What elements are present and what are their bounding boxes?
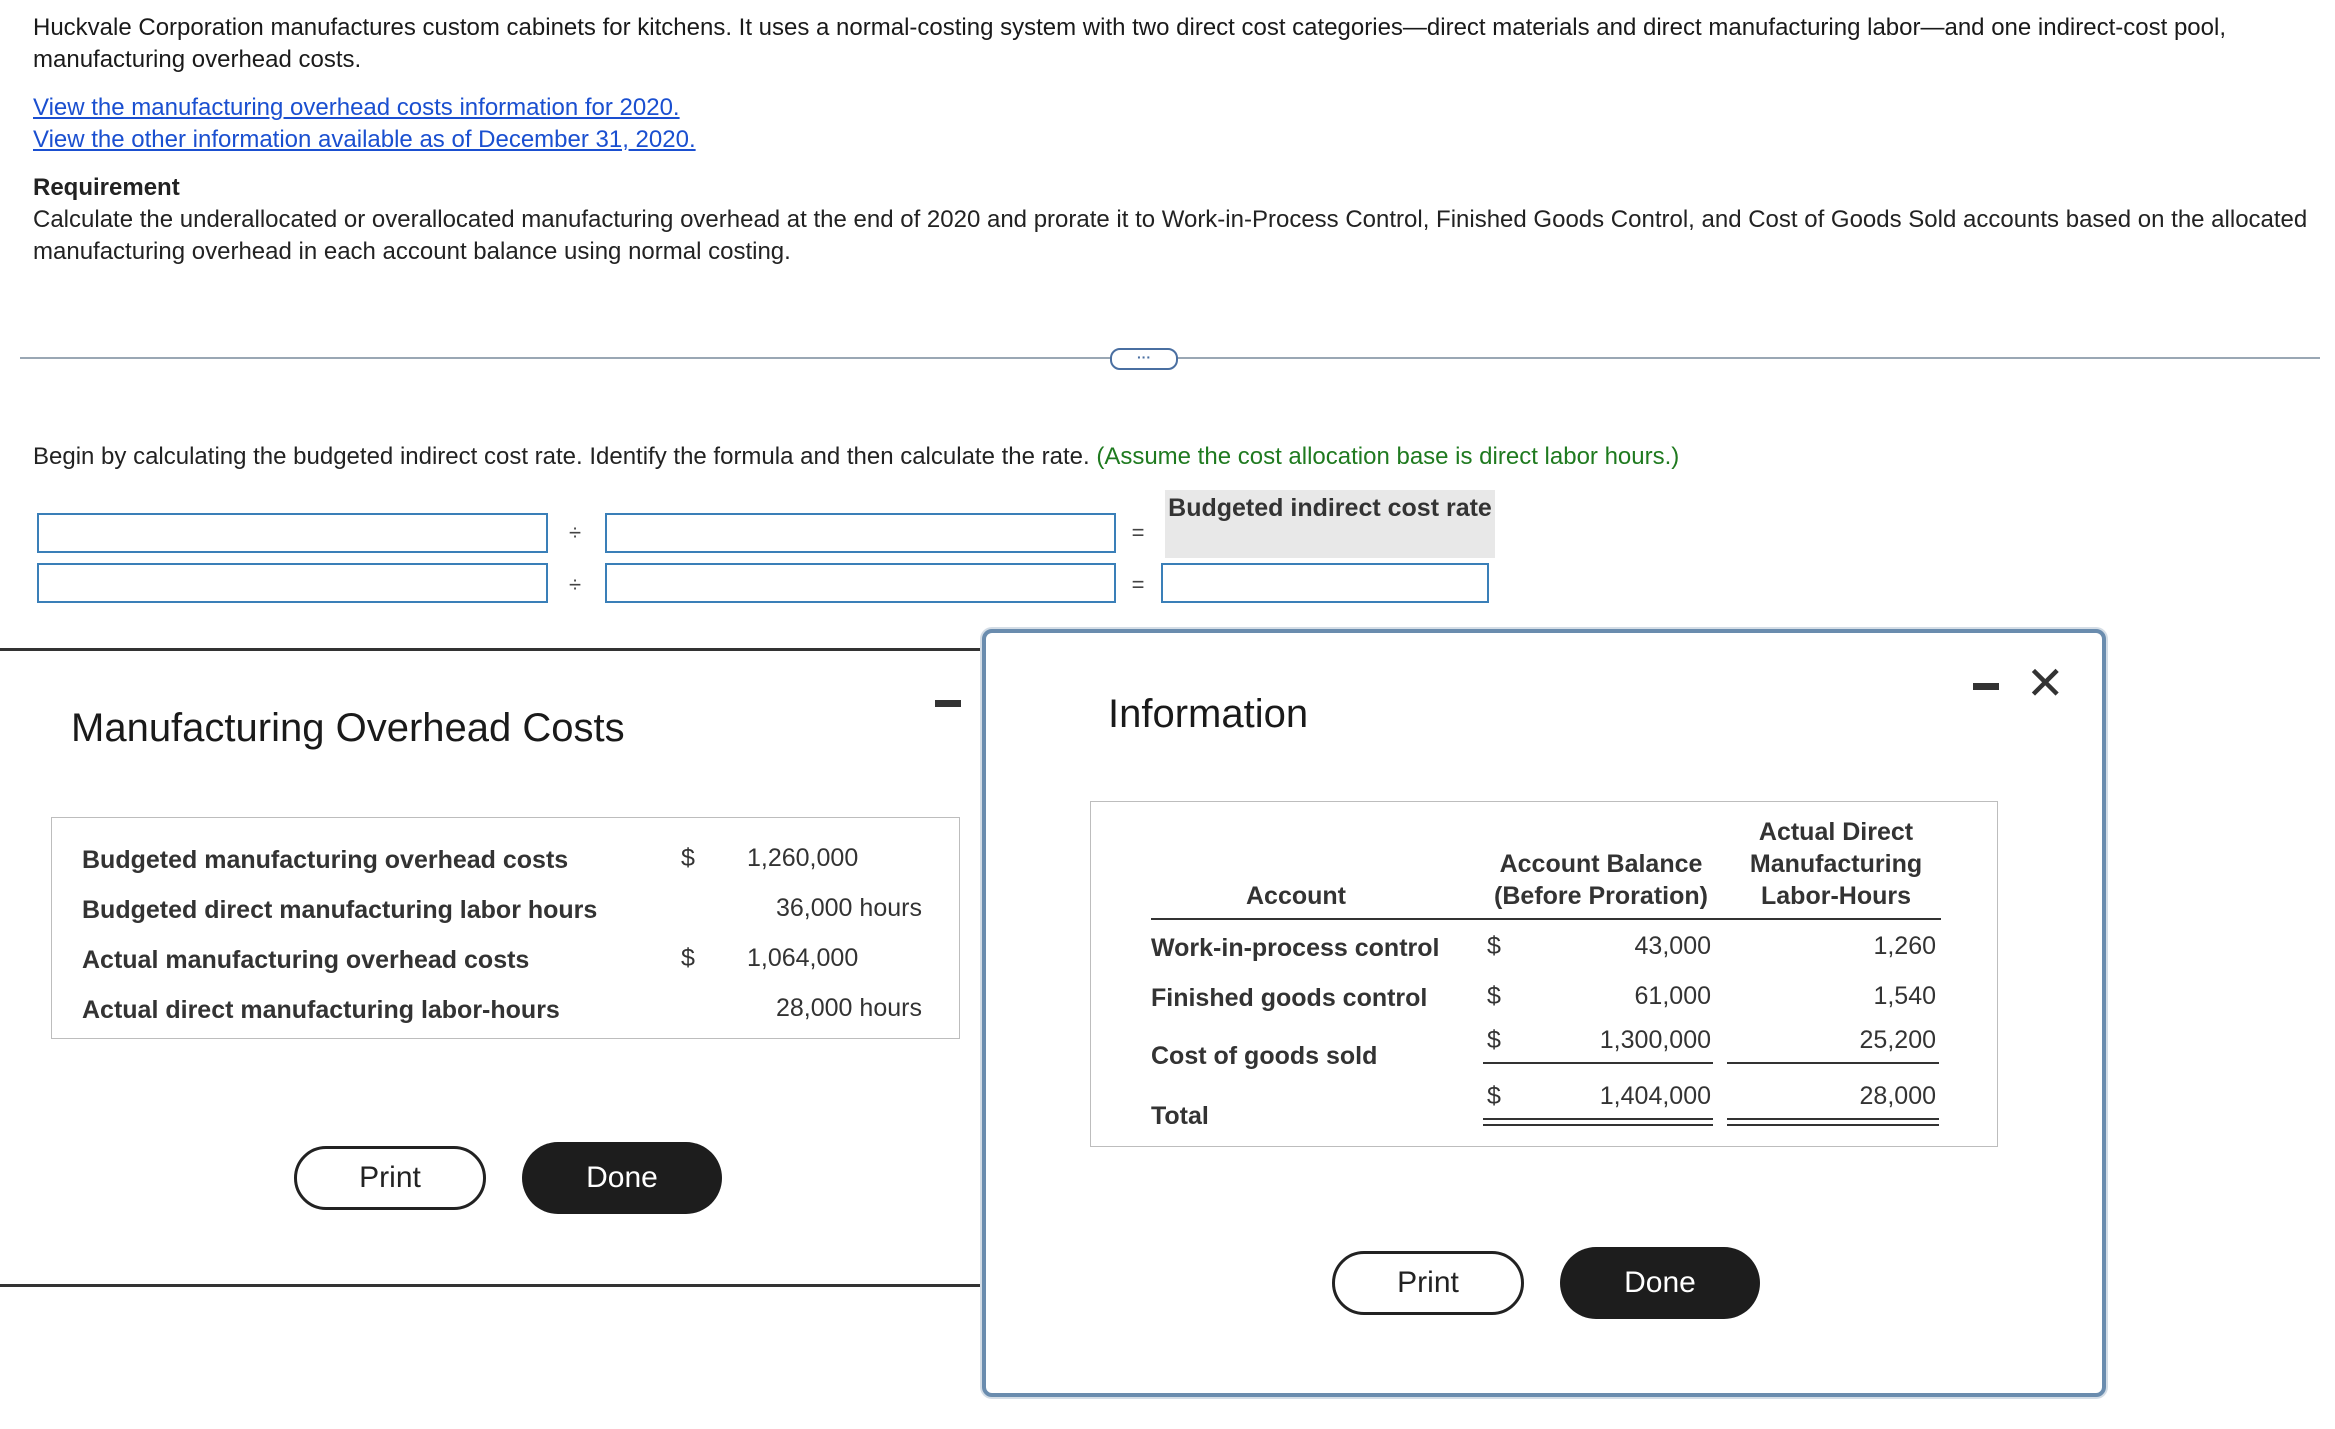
result-header: Budgeted indirect cost rate: [1165, 490, 1495, 558]
total-double-underline: [1483, 1124, 1713, 1126]
formula-denominator-value-input[interactable]: [605, 563, 1116, 603]
divide-operator: ÷: [568, 520, 582, 545]
expand-more-button[interactable]: ···: [1110, 348, 1178, 370]
overhead-info-link[interactable]: View the manufacturing overhead costs information for 2020.: [33, 94, 680, 121]
labor-hours-value: 25,200: [1859, 1026, 1936, 1054]
information-modal-title: Information: [1108, 692, 1309, 736]
dollar-symbol: $: [1487, 982, 1501, 1010]
problem-intro: Huckvale Corporation manufactures custom cabinets for kitchens. It uses a normal-costing system with two direct cost categories—direct materials and direct manufacturing labor—and one indirect-cost pool, manufacturing overhead costs.: [33, 14, 2226, 73]
overhead-row-value: 1,064,000: [747, 944, 859, 972]
close-icon[interactable]: ✕: [2026, 657, 2065, 709]
overhead-row-label: Budgeted manufacturing overhead costs: [82, 846, 569, 874]
formula-numerator-value-input[interactable]: [37, 563, 548, 603]
info-links: [33, 92, 696, 156]
budgeted-rate-input[interactable]: [1161, 563, 1489, 603]
total-balance-value: 1,404,000: [1599, 1082, 1711, 1110]
overhead-row-value: 36,000 hours: [776, 894, 922, 922]
account-balance-value: 61,000: [1634, 982, 1711, 1010]
information-table: [1090, 801, 1998, 1147]
account-balance-value: 43,000: [1634, 932, 1711, 960]
labor-hours-value: 1,260: [1873, 932, 1936, 960]
overhead-done-button[interactable]: Done: [522, 1142, 722, 1214]
info-done-button[interactable]: Done: [1560, 1247, 1760, 1319]
account-header: Account: [1246, 882, 1346, 910]
dollar-symbol: $: [1487, 1082, 1501, 1110]
overhead-print-button[interactable]: Print: [294, 1146, 486, 1210]
dollar-symbol: $: [681, 844, 695, 872]
labor-hours-value: 1,540: [1873, 982, 1936, 1010]
minimize-icon[interactable]: [1973, 683, 1999, 690]
account-row-label: Cost of goods sold: [1151, 1042, 1378, 1070]
info-print-button[interactable]: Print: [1332, 1251, 1524, 1315]
total-double-underline: [1483, 1118, 1713, 1120]
dollar-symbol: $: [1487, 1026, 1501, 1054]
account-row-label: Work-in-process control: [1151, 934, 1440, 962]
overhead-row-label: Actual direct manufacturing labor-hours: [82, 996, 560, 1024]
balance-header-line2: (Before Proration): [1494, 882, 1708, 910]
overhead-row-value: 28,000 hours: [776, 994, 922, 1022]
step-text: Begin by calculating the budgeted indirect cost rate. Identify the formula and then calculate the rate.: [33, 443, 1090, 470]
header-underline: [1151, 918, 1941, 920]
overhead-row-value: 1,260,000: [747, 844, 859, 872]
total-hours-value: 28,000: [1859, 1082, 1936, 1110]
equals-operator: =: [1131, 572, 1145, 597]
subtotal-underline: [1727, 1062, 1939, 1064]
formula-denominator-label-input[interactable]: [605, 513, 1116, 553]
formula-numerator-label-input[interactable]: [37, 513, 548, 553]
overhead-panel-title: Manufacturing Overhead Costs: [71, 706, 625, 750]
hours-header-line3: Labor-Hours: [1761, 882, 1911, 910]
hours-header-line2: Manufacturing: [1749, 850, 1923, 878]
overhead-row-label: Budgeted direct manufacturing labor hours: [82, 896, 598, 924]
dollar-symbol: $: [1487, 932, 1501, 960]
dollar-symbol: $: [681, 944, 695, 972]
total-double-underline: [1727, 1118, 1939, 1120]
account-balance-value: 1,300,000: [1599, 1026, 1711, 1054]
overhead-row-label: Actual manufacturing overhead costs: [82, 946, 530, 974]
account-row-label: Finished goods control: [1151, 984, 1428, 1012]
divide-operator: ÷: [568, 572, 582, 597]
total-double-underline: [1727, 1124, 1939, 1126]
other-info-link[interactable]: View the other information available as of December 31, 2020.: [33, 126, 696, 153]
overhead-panel-top-border: [0, 648, 985, 651]
step-instructions: [33, 441, 1679, 473]
requirement-title: Requirement: [33, 174, 180, 201]
requirement-text: Calculate the underallocated or overallocated manufacturing overhead at the end of 2020 and prorate it to Work-in-Process Control, Finished Goods Control, and Cost of Goods Sold accounts based on the allocated manufacturing overhead in each account balance using normal costing.: [33, 206, 2308, 265]
overhead-panel-bottom-border: [0, 1284, 985, 1287]
subtotal-underline: [1483, 1062, 1713, 1064]
overhead-table: [51, 817, 960, 1039]
minimize-icon[interactable]: [935, 700, 961, 707]
hours-header-line1: Actual Direct: [1758, 818, 1914, 846]
step-hint: (Assume the cost allocation base is direct labor hours.): [1096, 443, 1680, 470]
balance-header-line1: Account Balance: [1499, 850, 1703, 878]
total-row-label: Total: [1151, 1102, 1209, 1130]
equals-operator: =: [1131, 520, 1145, 545]
